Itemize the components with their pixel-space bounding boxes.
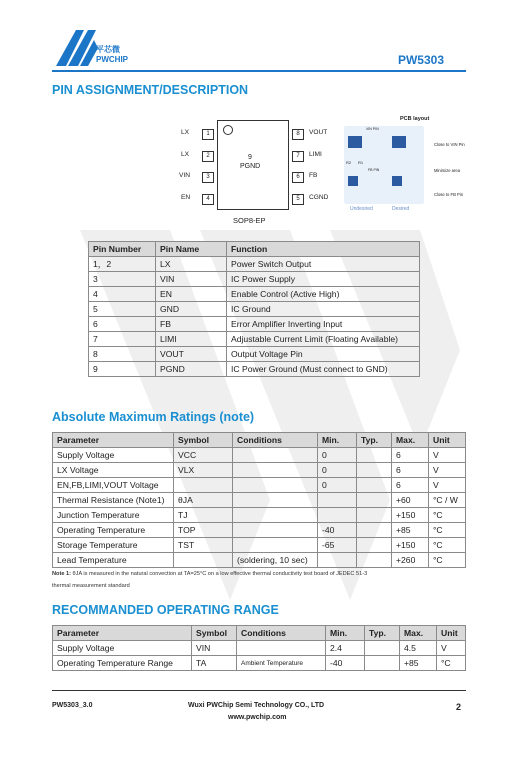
table-cell: (soldering, 10 sec) — [233, 553, 318, 568]
table-cell — [357, 508, 392, 523]
table-row — [53, 538, 466, 553]
table-cell — [233, 463, 318, 478]
table-cell: TA — [192, 656, 237, 671]
table-cell — [233, 448, 318, 463]
table-cell — [357, 463, 392, 478]
table-cell — [318, 493, 357, 508]
table-cell: +150 — [392, 508, 429, 523]
pin3-name: VIN — [179, 172, 190, 179]
note-1 — [52, 571, 367, 577]
pwchip-logo — [54, 26, 194, 72]
pin4-box: 4 — [202, 194, 214, 205]
table-cell — [365, 641, 400, 656]
table-cell — [174, 553, 233, 568]
table-cell: 4.5 — [400, 641, 437, 656]
table-cell: 1，2 — [89, 257, 156, 272]
column-header: Symbol — [192, 626, 237, 641]
table-cell: +85 — [400, 656, 437, 671]
table-cell: 0 — [318, 463, 357, 478]
table-cell: 8 — [89, 347, 156, 362]
pcb-note-fb: Close to FB Pin — [434, 192, 464, 197]
pcb-component — [348, 176, 358, 186]
pin3-box: 3 — [202, 172, 214, 183]
pin2-name: LX — [181, 151, 190, 158]
table-row — [89, 317, 420, 332]
part-number: PW5303 — [397, 53, 444, 67]
table-cell — [357, 553, 392, 568]
table-cell: 0 — [318, 478, 357, 493]
table-row — [53, 656, 466, 671]
pin7-box: 7 — [292, 151, 304, 162]
table-cell — [233, 478, 318, 493]
table-cell: VLX — [174, 463, 233, 478]
table-cell: -40 — [326, 656, 365, 671]
pin6-box: 6 — [292, 172, 304, 183]
table-cell — [233, 523, 318, 538]
column-header: Parameter — [53, 433, 174, 448]
table-cell — [233, 538, 318, 553]
table-cell: Enable Control (Active High) — [227, 287, 420, 302]
footer-page-number: 2 — [456, 702, 462, 712]
pin4-name: EN — [181, 194, 191, 201]
table-cell: 5 — [89, 302, 156, 317]
table-cell: LIMI — [156, 332, 227, 347]
table-cell — [357, 448, 392, 463]
column-header: Typ. — [365, 626, 400, 641]
table-cell: IC Ground — [227, 302, 420, 317]
table-cell: +150 — [392, 538, 429, 553]
note-text: θJA is measured in the natural convection at TA=25°C on a low effective thermal conductivity test board of JEDEC 51-3 — [72, 571, 368, 577]
table-row — [89, 362, 420, 377]
table-cell: Storage Temperature — [53, 538, 174, 553]
column-header: Pin Name — [156, 242, 227, 257]
table-row — [89, 257, 420, 272]
abs-max-title: Absolute Maximum Ratings (note) — [52, 410, 255, 424]
pin1-marker — [223, 125, 233, 135]
table-header-row — [53, 433, 466, 448]
table-cell: Ambient Temperature — [237, 656, 326, 671]
column-header: Conditions — [237, 626, 326, 641]
table-cell: LX Voltage — [53, 463, 174, 478]
brand-name-en: PWCHIP — [96, 55, 128, 64]
table-cell: EN — [156, 287, 227, 302]
table-row — [53, 508, 466, 523]
column-header: Max. — [392, 433, 429, 448]
column-header: Conditions — [233, 433, 318, 448]
pcb-board — [344, 126, 424, 204]
table-header-row — [89, 242, 420, 257]
table-cell: +260 — [392, 553, 429, 568]
column-header: Unit — [429, 433, 466, 448]
table-cell: V — [429, 478, 466, 493]
table-cell: VIN — [156, 272, 227, 287]
table-cell: °C — [429, 538, 466, 553]
table-cell: °C — [429, 553, 466, 568]
column-header: Typ. — [357, 433, 392, 448]
pin5-name: CGND — [309, 194, 329, 201]
pcb-undesired-label: Undesired — [350, 206, 373, 212]
pin-description-table — [88, 241, 420, 377]
table-cell: LX — [156, 257, 227, 272]
table-cell: 3 — [89, 272, 156, 287]
table-row — [53, 463, 466, 478]
table-cell — [357, 493, 392, 508]
table-cell: V — [429, 448, 466, 463]
table-cell: EN,FB,LIMI,VOUT Voltage — [53, 478, 174, 493]
table-row — [53, 523, 466, 538]
table-cell: 6 — [89, 317, 156, 332]
table-cell — [357, 538, 392, 553]
pcb-r2-label: R2 — [346, 160, 352, 165]
pcb-title: PCB layout — [400, 116, 430, 122]
column-header: Pin Number — [89, 242, 156, 257]
brand-name-cn: 平芯微 — [96, 45, 120, 54]
table-row — [89, 287, 420, 302]
table-cell: IC Power Supply — [227, 272, 420, 287]
pcb-note-vin: Close to VIN Pin — [434, 142, 465, 147]
table-cell — [174, 478, 233, 493]
table-cell: 9 — [89, 362, 156, 377]
table-cell — [318, 508, 357, 523]
table-cell: Error Amplifier Inverting Input — [227, 317, 420, 332]
pin-section-title: PIN ASSIGNMENT/DESCRIPTION — [52, 83, 249, 97]
table-header-row — [53, 626, 466, 641]
table-cell — [318, 553, 357, 568]
table-cell: Operating Temperature — [53, 523, 174, 538]
column-header: Unit — [437, 626, 466, 641]
pin-diagram — [165, 120, 345, 230]
note-1-line2: thermal measurement standard — [52, 583, 130, 589]
table-cell: Output Voltage Pin — [227, 347, 420, 362]
table-row — [53, 493, 466, 508]
pin1-name: LX — [181, 129, 190, 136]
column-header: Parameter — [53, 626, 192, 641]
table-cell: TOP — [174, 523, 233, 538]
table-cell — [357, 523, 392, 538]
table-cell: Junction Temperature — [53, 508, 174, 523]
footer-website: www.pwchip.com — [228, 714, 287, 721]
package-name: SOP8-EP — [233, 216, 266, 225]
table-cell: IC Power Ground (Must connect to GND) — [227, 362, 420, 377]
footer-company: Wuxi PWChip Semi Technology CO., LTD — [188, 702, 325, 709]
table-row — [89, 347, 420, 362]
table-cell: TJ — [174, 508, 233, 523]
pin6-name: FB — [309, 172, 318, 179]
table-row — [89, 332, 420, 347]
pcb-note-minimize: Minimize area — [434, 168, 461, 173]
footer-doc-id: PW5303_3.0 — [52, 702, 93, 709]
table-cell: 2.4 — [326, 641, 365, 656]
table-cell: 7 — [89, 332, 156, 347]
table-cell — [237, 641, 326, 656]
table-cell: Supply Voltage — [53, 641, 192, 656]
column-header: Function — [227, 242, 420, 257]
table-row — [53, 478, 466, 493]
table-cell — [357, 478, 392, 493]
table-cell: V — [429, 463, 466, 478]
pcb-component — [392, 136, 406, 148]
table-cell: VCC — [174, 448, 233, 463]
table-cell: 4 — [89, 287, 156, 302]
pin7-name: LIMI — [309, 151, 322, 158]
table-cell: Lead Temperature — [53, 553, 174, 568]
pin8-name: VOUT — [309, 129, 328, 136]
table-cell: 0 — [318, 448, 357, 463]
chip-body — [217, 120, 289, 210]
table-cell: Power Switch Output — [227, 257, 420, 272]
pcb-component — [348, 136, 362, 148]
note-label: Note 1: — [52, 571, 71, 577]
pcb-vin-label: VIN PIN — [366, 127, 379, 131]
table-row — [89, 302, 420, 317]
table-cell: +60 — [392, 493, 429, 508]
abs-max-table — [52, 432, 466, 568]
pin1-box: 1 — [202, 129, 214, 140]
table-cell: V — [437, 641, 466, 656]
column-header: Min. — [326, 626, 365, 641]
table-row — [53, 448, 466, 463]
column-header: Min. — [318, 433, 357, 448]
table-cell — [233, 508, 318, 523]
table-cell — [365, 656, 400, 671]
table-cell: FB — [156, 317, 227, 332]
table-row — [89, 272, 420, 287]
rec-op-title: RECOMMANDED OPERATING RANGE — [52, 603, 279, 617]
table-row — [53, 641, 466, 656]
table-cell: VIN — [192, 641, 237, 656]
column-header: Symbol — [174, 433, 233, 448]
pin2-box: 2 — [202, 151, 214, 162]
table-cell: 6 — [392, 448, 429, 463]
table-cell: Supply Voltage — [53, 448, 174, 463]
pin8-box: 8 — [292, 129, 304, 140]
footer-rule — [52, 690, 466, 691]
pcb-layout-figure — [340, 116, 470, 216]
pad-number: 9 — [248, 154, 252, 161]
table-cell: PGND — [156, 362, 227, 377]
table-cell: GND — [156, 302, 227, 317]
header-rule — [52, 70, 466, 72]
table-cell: -40 — [318, 523, 357, 538]
table-row — [53, 553, 466, 568]
table-cell: 6 — [392, 478, 429, 493]
table-cell: °C — [437, 656, 466, 671]
pcb-desired-label: Desired — [392, 206, 410, 212]
pcb-r1-label: R1 — [358, 160, 364, 165]
table-cell — [233, 493, 318, 508]
table-cell: °C — [429, 508, 466, 523]
table-cell: Adjustable Current Limit (Floating Available) — [227, 332, 420, 347]
table-cell: -65 — [318, 538, 357, 553]
table-cell: θJA — [174, 493, 233, 508]
table-cell: TST — [174, 538, 233, 553]
table-cell: 6 — [392, 463, 429, 478]
pcb-fb-label: FB PIN — [368, 168, 380, 172]
pcb-component — [392, 176, 402, 186]
table-cell: +85 — [392, 523, 429, 538]
pad-name: PGND — [240, 163, 261, 170]
rec-op-table — [52, 625, 466, 671]
table-cell: °C / W — [429, 493, 466, 508]
column-header: Max. — [400, 626, 437, 641]
table-cell: Thermal Resistance (Note1) — [53, 493, 174, 508]
pin5-box: 5 — [292, 194, 304, 205]
table-cell: VOUT — [156, 347, 227, 362]
table-cell: Operating Temperature Range — [53, 656, 192, 671]
table-cell: °C — [429, 523, 466, 538]
